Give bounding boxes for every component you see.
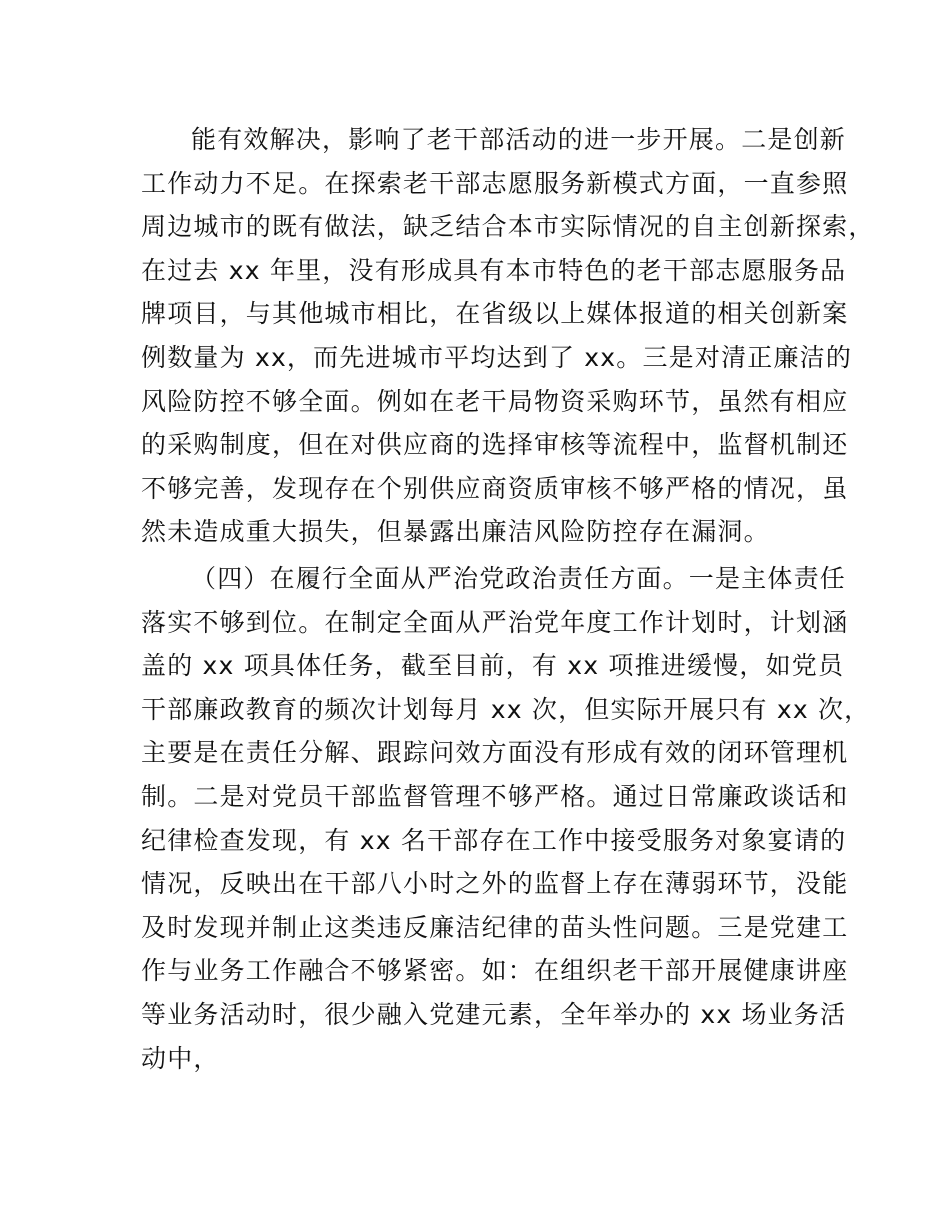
text-line: 干部廉政教育的频次计划每月 xx 次，但实际开展只有 xx 次， <box>141 694 871 724</box>
text-line: （四）在履行全面从严治党政治责任方面。一是主体责任 <box>191 564 847 593</box>
text-line: 及时发现并制止这类违反廉洁纪律的苗头性问题。三是党建工 <box>141 912 849 942</box>
text-line: 制。二是对党员干部监督管理不够严格。通过日常廉政谈话和 <box>141 781 849 811</box>
text-line: 盖的 xx 项具体任务，截至目前，有 xx 项推进缓慢，如党员 <box>141 651 845 681</box>
text-line: 周边城市的既有做法，缺乏结合本市实际情况的自主创新探索， <box>141 212 875 242</box>
text-line: 情况，反映出在干部八小时之外的监督上存在薄弱环节，没能 <box>141 869 849 899</box>
text-line: 能有效解决，影响了老干部活动的进一步开展。二是创新 <box>191 125 847 154</box>
text-line: 工作动力不足。在探索老干部志愿服务新模式方面，一直参照 <box>141 168 849 198</box>
text-line: 风险防控不够全面。例如在老干局物资采购环节，虽然有相应 <box>141 386 849 416</box>
text-line: 落实不够到位。在制定全面从严治党年度工作计划时，计划涵 <box>141 607 849 637</box>
text-line: 不够完善，发现存在个别供应商资质审核不够严格的情况，虽 <box>141 473 849 503</box>
text-line: 的采购制度，但在对供应商的选择审核等流程中，监督机制还 <box>141 430 849 460</box>
text-line: 然未造成重大损失，但暴露出廉洁风险防控存在漏洞。 <box>141 517 770 547</box>
text-line: 在过去 xx 年里，没有形成具有本市特色的老干部志愿服务品 <box>141 255 847 285</box>
text-line: 纪律检查发现，有 xx 名干部存在工作中接受服务对象宴请的 <box>141 825 847 855</box>
text-line: 等业务活动时，很少融入党建元素，全年举办的 xx 场业务活 <box>141 999 847 1029</box>
text-line: 主要是在责任分解、跟踪问效方面没有形成有效的闭环管理机 <box>141 738 849 768</box>
paragraph-1 <box>141 118 875 554</box>
paragraph-2 <box>141 557 871 1080</box>
text-line: 牌项目，与其他城市相比，在省级以上媒体报道的相关创新案 <box>141 299 849 329</box>
text-line: 例数量为 xx，而先进城市平均达到了 xx。三是对清正廉洁的 <box>141 342 853 372</box>
text-line: 动中， <box>141 1043 220 1073</box>
text-line: 作与业务工作融合不够紧密。如：在组织老干部开展健康讲座 <box>141 956 849 986</box>
